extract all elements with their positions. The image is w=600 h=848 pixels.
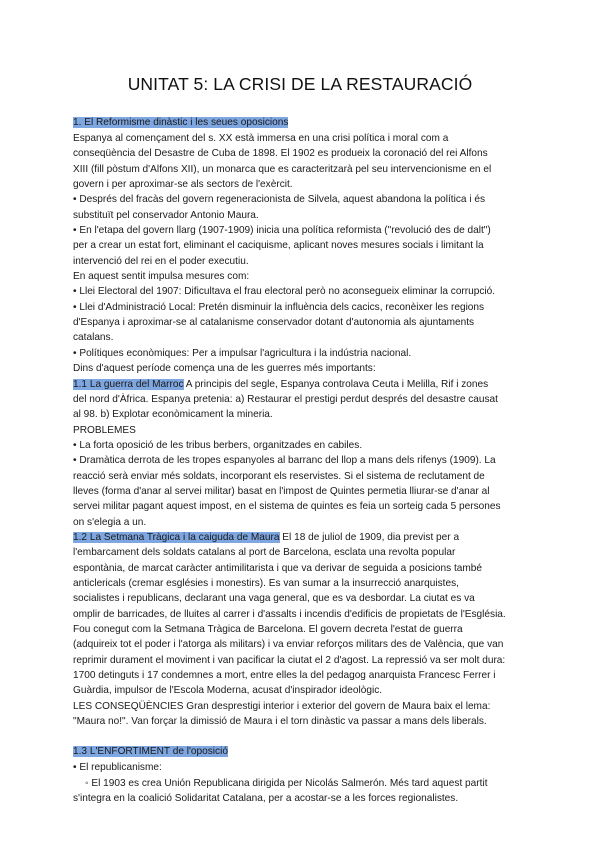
section-1-heading-line [73,115,535,131]
paragraph-line: conseqüència del Desastre de Cuba de 1898. El 1902 es produeix la coronació del rei Alfons [73,148,488,160]
paragraph-line: • Llei Electoral del 1907: Dificultava el frau electoral però no aconsegueix eliminar la corrupció. [73,286,496,298]
paragraph-line: l'embarcament dels soldats catalans al port de Barcelona, esclata una revolta popular [73,547,456,559]
paragraph-line: s'integra en la coalició Solidaritat Catalana, per a acostar-se a les forces regionalistes. [73,793,459,805]
paragraph-line: Espanya al començament del s. XX està immersa en una crisi política i moral com a [73,133,449,144]
section-1-body [73,131,535,377]
section-spacer [73,729,535,744]
paragraph-line: • El republicanisme: [73,762,162,774]
paragraph-line: PROBLEMES [73,424,136,436]
section-1-3-body [73,760,535,806]
section-1-2-heading: 1.2 La Setmana Tràgica i la caiguda de Maura [73,531,280,543]
indented-line: ◦ El 1903 es crea Unión Republicana dirigida per Nicolás Salmerón. Més tard aquest partit [85,777,488,789]
paragraph-line: En aquest sentit impulsa mesures com: [73,271,250,283]
section-1-heading: 1. El Reformisme dinàstic i les seues oposicions [73,117,289,128]
paragraph-line: anticlericals (cremar esglésies i monestirs). Es van sumar a la insurrecció anarquistes, [73,577,459,589]
paragraph-line: • Dramàtica derrota de les tropes espanyoles al barranc del llop a mans dels rifenys (1909). La [73,455,496,467]
paragraph-line: per a crear un estat fort, eliminant el caciquisme, aplicant noves mesures socials i limitant la [73,240,484,252]
paragraph-line: lleves (forma d'anar al servei militar) basat en l'impost de Quintes permetia lliurar-se d'anar al [73,485,490,497]
paragraph-line: on s'elegia a un. [73,516,147,528]
paragraph-line: reprimir durament el moviment i van pacificar la ciutat el 2 d'agost. La repressió va ser molt dura: [73,654,506,666]
paragraph-line: omplir de barricades, de lluites al carrer i d'assalts i incendis d'edificis de propietats de l'Església. [73,608,506,620]
section-1-2-first-line [73,530,535,545]
paragraph-line: socialistes i republicans, declarant una vaga general, que es va desbordar. La ciutat es va [73,593,475,605]
paragraph-line: servei militar pagant aquest impost, en el sistema de quintes es feia un sorteig cada 5 persones [73,501,501,513]
paragraph-line: • En l'etapa del govern llarg (1907-1909) inicia una política reformista ("revolució des de dalt") [73,225,491,237]
section-1-1-heading: 1.1 La guerra del Marroc [73,378,184,390]
paragraph-line: catalans. [73,332,114,344]
section-1-3-heading-line [73,744,535,760]
paragraph-line: (adquireix tot el poder i l'atorga als militars) i va enviar reforços militars des de València, que van [73,639,504,651]
paragraph-line: • La forta oposició de les tribus berbers, organitzades en cabiles. [73,439,363,451]
paragraph-line: LES CONSEQÜÈNCIES Gran desprestigi interior i exterior del govern de Maura baix el lema: [73,700,491,712]
paragraph-line: govern i per aproximar-se als sectors de l'exèrcit. [73,179,293,191]
paragraph-line: • Llei d'Administració Local: Pretén disminuir la influència dels cacics, reconèixer les regions [73,301,485,313]
paragraph-line: al 98. b) Explotar econòmicament la mineria. [73,409,273,421]
paragraph-line: Dins d'aquest període comença una de les guerres més importants: [73,363,376,375]
paragraph-line: XIII (fill pòstum d'Alfons XII), un monarca que es caracteritzarà pel seu intervencionisme en el [73,163,492,175]
section-1-1-first-line [73,377,535,392]
paragraph-line: Fou conegut com la Setmana Tràgica de Barcelona. El govern decreta l'estat de guerra [73,624,463,635]
section-1-2-first-text: El 18 de juliol de 1909, dia previst per a [279,531,460,543]
section-1-1-body [73,392,535,530]
paragraph-line: d'Espanya i aproximar-se al catalanisme conservador dotant d'autonomia als ajuntaments [73,317,475,329]
paragraph-line: Guàrdia, impulsor de l'Escola Moderna, acusat d'inspirador ideològic. [73,685,383,697]
section-1-3-heading: 1.3 L'ENFORTIMENT de l'oposició [73,746,228,758]
paragraph-line: 1700 detinguts i 17 condemnes a mort, entre elles la del pedagog anarquista Francesc Ferrer i [73,670,496,682]
paragraph-line: del nord d'Àfrica. Espanya pretenia: a) Restaurar el prestigi perdut després del desastre causat [73,393,498,405]
section-1-1-first-text: A principis del segle, Espanya controlava Ceuta i Melilla, Rif i zones [183,378,489,390]
paragraph-line: "Maura no!". Van forçar la dimissió de Maura i el torn dinàstic va passar a mans dels liberals. [73,716,487,728]
paragraph-line: • Polítiques econòmiques: Per a impulsar l'agricultura i la indústria nacional. [73,347,412,359]
paragraph-line: intervenció del rei en el poder executiu. [73,255,249,267]
paragraph-line: espontània, de marcat caràcter antimilitarista i que va derivar de seguida a posicions també [73,562,483,574]
document-body [73,115,535,806]
paragraph-line: reacció serà enviar més soldats, incorporant els reservistes. Si el sistema de reclutament de [73,470,485,482]
paragraph-line: substituït pel conservador Antonio Maura. [73,209,259,221]
page-title: UNITAT 5: LA CRISI DE LA RESTAURACIÓ [127,74,473,94]
paragraph-line: • Després del fracàs del govern regeneracionista de Silvela, aquest abandona la política i és [73,194,486,206]
section-1-2-body [73,545,535,729]
